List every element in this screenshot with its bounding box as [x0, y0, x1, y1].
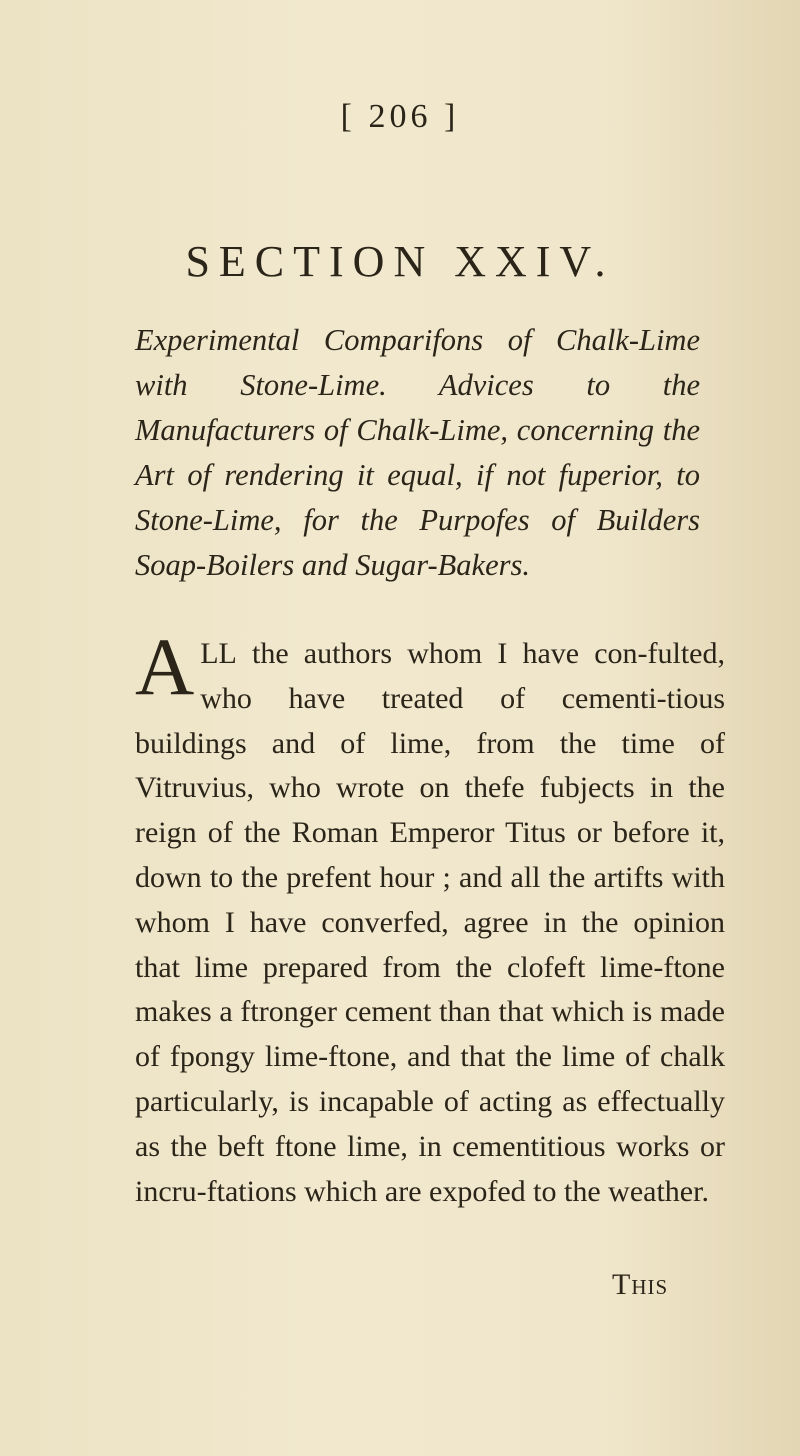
catchword: This	[612, 1268, 669, 1301]
paragraph-text: the authors whom I have con-fulted, who have treated of cementi-tious buildings and of lime, from the time of Vitruvius, who wrote on thefe fubjects in the reign of the Roman Emperor Titus or before it, down to the prefent hour ; and all the artifts with whom I have converfed, agree in the opinion that lime prepared from the clofeft lime-ftone makes a ftronger cement than that which is made of fpongy lime-ftone, and that the lime of chalk particularly, is incapable of acting as effectually as the beft ftone lime, in cementitious works or incru-ftations which are expofed to the weather.	[135, 637, 725, 1208]
section-subtitle: Experimental Comparifons of Chalk-Lime with Stone-Lime. Advices to the Manufacturers of Chalk-Lime, concerning the Art of rendering it equal, if not fuperior, to Stone-Lime, for the Purpofes of Builders Soap-Boilers and Sugar-Bakers.	[135, 323, 700, 582]
lead-caps: LL	[200, 637, 237, 670]
page-number: [ 206 ]	[340, 98, 460, 135]
body-paragraph	[135, 621, 725, 1214]
section-title: SECTION XXIV.	[185, 237, 615, 286]
drop-cap: A	[135, 621, 195, 712]
